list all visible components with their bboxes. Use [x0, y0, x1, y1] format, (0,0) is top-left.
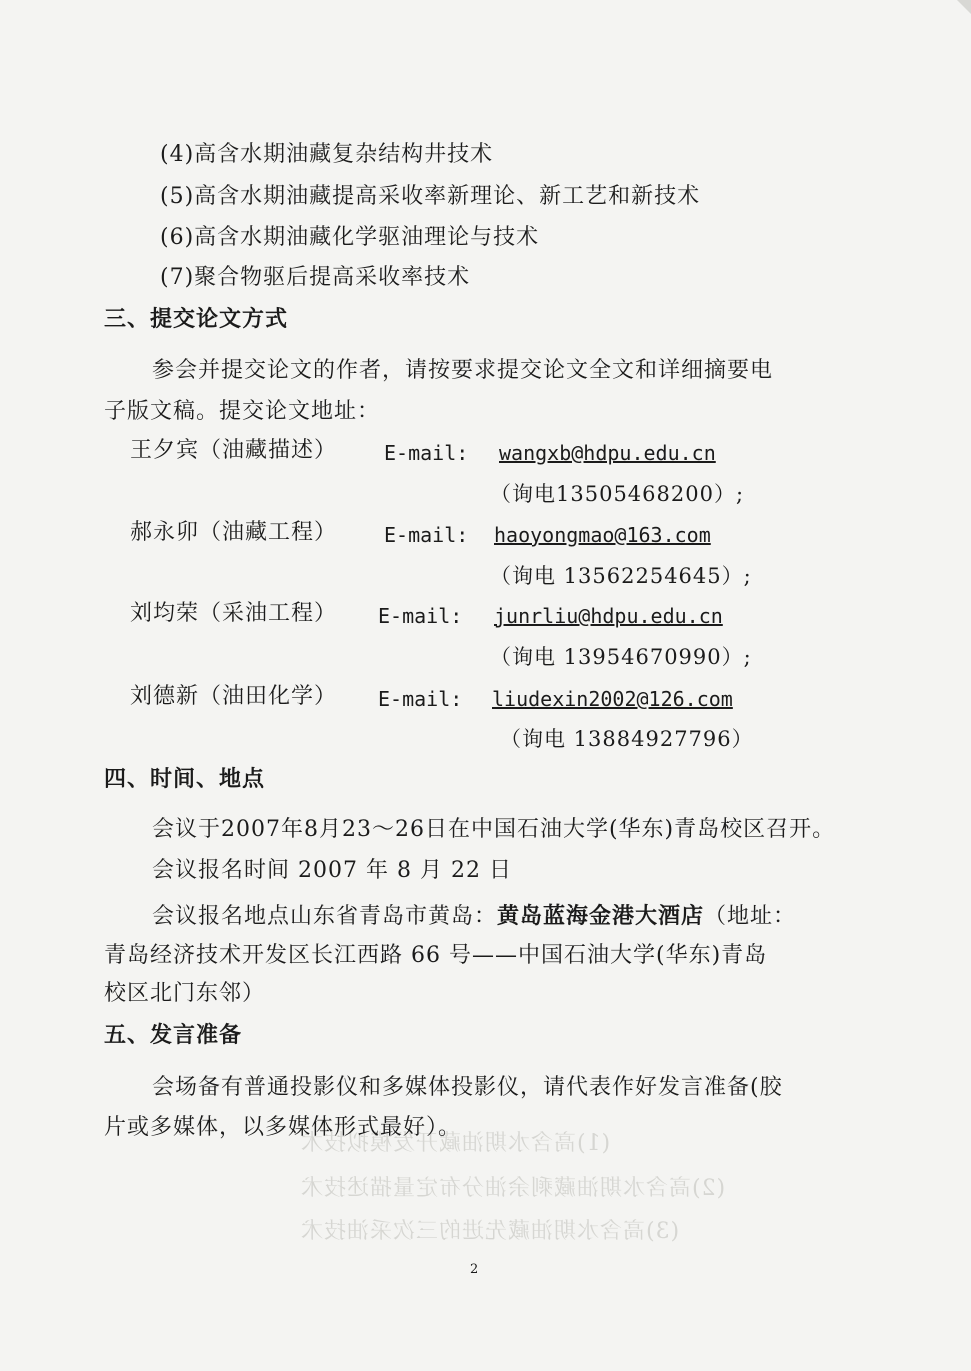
paragraph-line: 会场备有普通投影仪和多媒体投影仪，请代表作好发言准备(胶	[152, 1075, 783, 1100]
venue-suffix: （地址：	[704, 904, 797, 929]
contact-phone: （询电 13562254645）;	[490, 564, 752, 588]
section-heading: 三、提交论文方式	[104, 307, 289, 332]
paragraph-line: 会议报名时间 2007 年 8 月 22 日	[152, 858, 512, 883]
contact-phone: （询电 13954670990）;	[490, 645, 752, 669]
contact-name: 郝永卯（油藏工程）	[130, 520, 338, 545]
venue-prefix: 会议报名地点山东省青岛市黄岛：	[152, 904, 498, 929]
section-heading: 五、发言准备	[104, 1023, 243, 1048]
bleed-through-text: (3)高含水期油藏先进的三次采油技术	[300, 1219, 680, 1244]
email-label: E-mail:	[378, 604, 463, 628]
page-corner-fold	[957, 0, 971, 14]
topic-item: (4)高含水期油藏复杂结构井技术	[160, 142, 494, 167]
topic-item: (6)高含水期油藏化学驱油理论与技术	[160, 225, 540, 250]
email-label: E-mail:	[378, 687, 463, 711]
email-link[interactable]: liudexin2002@126.com	[492, 687, 733, 711]
email-label: E-mail:	[384, 441, 469, 465]
bleed-through-text: (2)高含水期油藏剩余油分布定量描述技术	[300, 1176, 726, 1201]
paragraph-line: 会议于2007年8月23～26日在中国石油大学(华东)青岛校区召开。	[152, 817, 836, 842]
paragraph-line: 片或多媒体，以多媒体形式最好）。	[104, 1115, 462, 1140]
contact-phone: （询电13505468200）;	[490, 482, 745, 506]
topic-item: (5)高含水期油藏提高采收率新理论、新工艺和新技术	[160, 184, 701, 209]
email-label: E-mail:	[384, 523, 469, 547]
venue-hotel: 黄岛蓝海金港大酒店	[497, 903, 705, 929]
contact-name: 王夕宾（油藏描述）	[130, 438, 338, 463]
paragraph-line: 青岛经济技术开发区长江西路 66 号——中国石油大学(华东)青岛	[104, 943, 768, 968]
bleed-through-text: (1)高含水期油藏开发模拟技术	[300, 1131, 611, 1156]
paragraph-line: 参会并提交论文的作者，请按要求提交论文全文和详细摘要电	[152, 358, 774, 383]
paragraph-line	[152, 902, 796, 931]
topic-item: (7)聚合物驱后提高采收率技术	[160, 265, 471, 290]
contact-name: 刘德新（油田化学）	[130, 684, 338, 709]
section-heading: 四、时间、地点	[104, 767, 266, 792]
paragraph-line: 子版文稿。提交论文地址：	[104, 399, 381, 424]
contact-phone: （询电 13884927796）	[500, 727, 754, 751]
email-link[interactable]: haoyongmao@163.com	[494, 523, 711, 547]
contact-name: 刘均荣（采油工程）	[130, 601, 338, 626]
page-number: 2	[470, 1262, 479, 1277]
email-link[interactable]: wangxb@hdpu.edu.cn	[499, 441, 716, 465]
paragraph-line: 校区北门东邻）	[104, 981, 266, 1006]
email-link[interactable]: junrliu@hdpu.edu.cn	[494, 604, 723, 628]
